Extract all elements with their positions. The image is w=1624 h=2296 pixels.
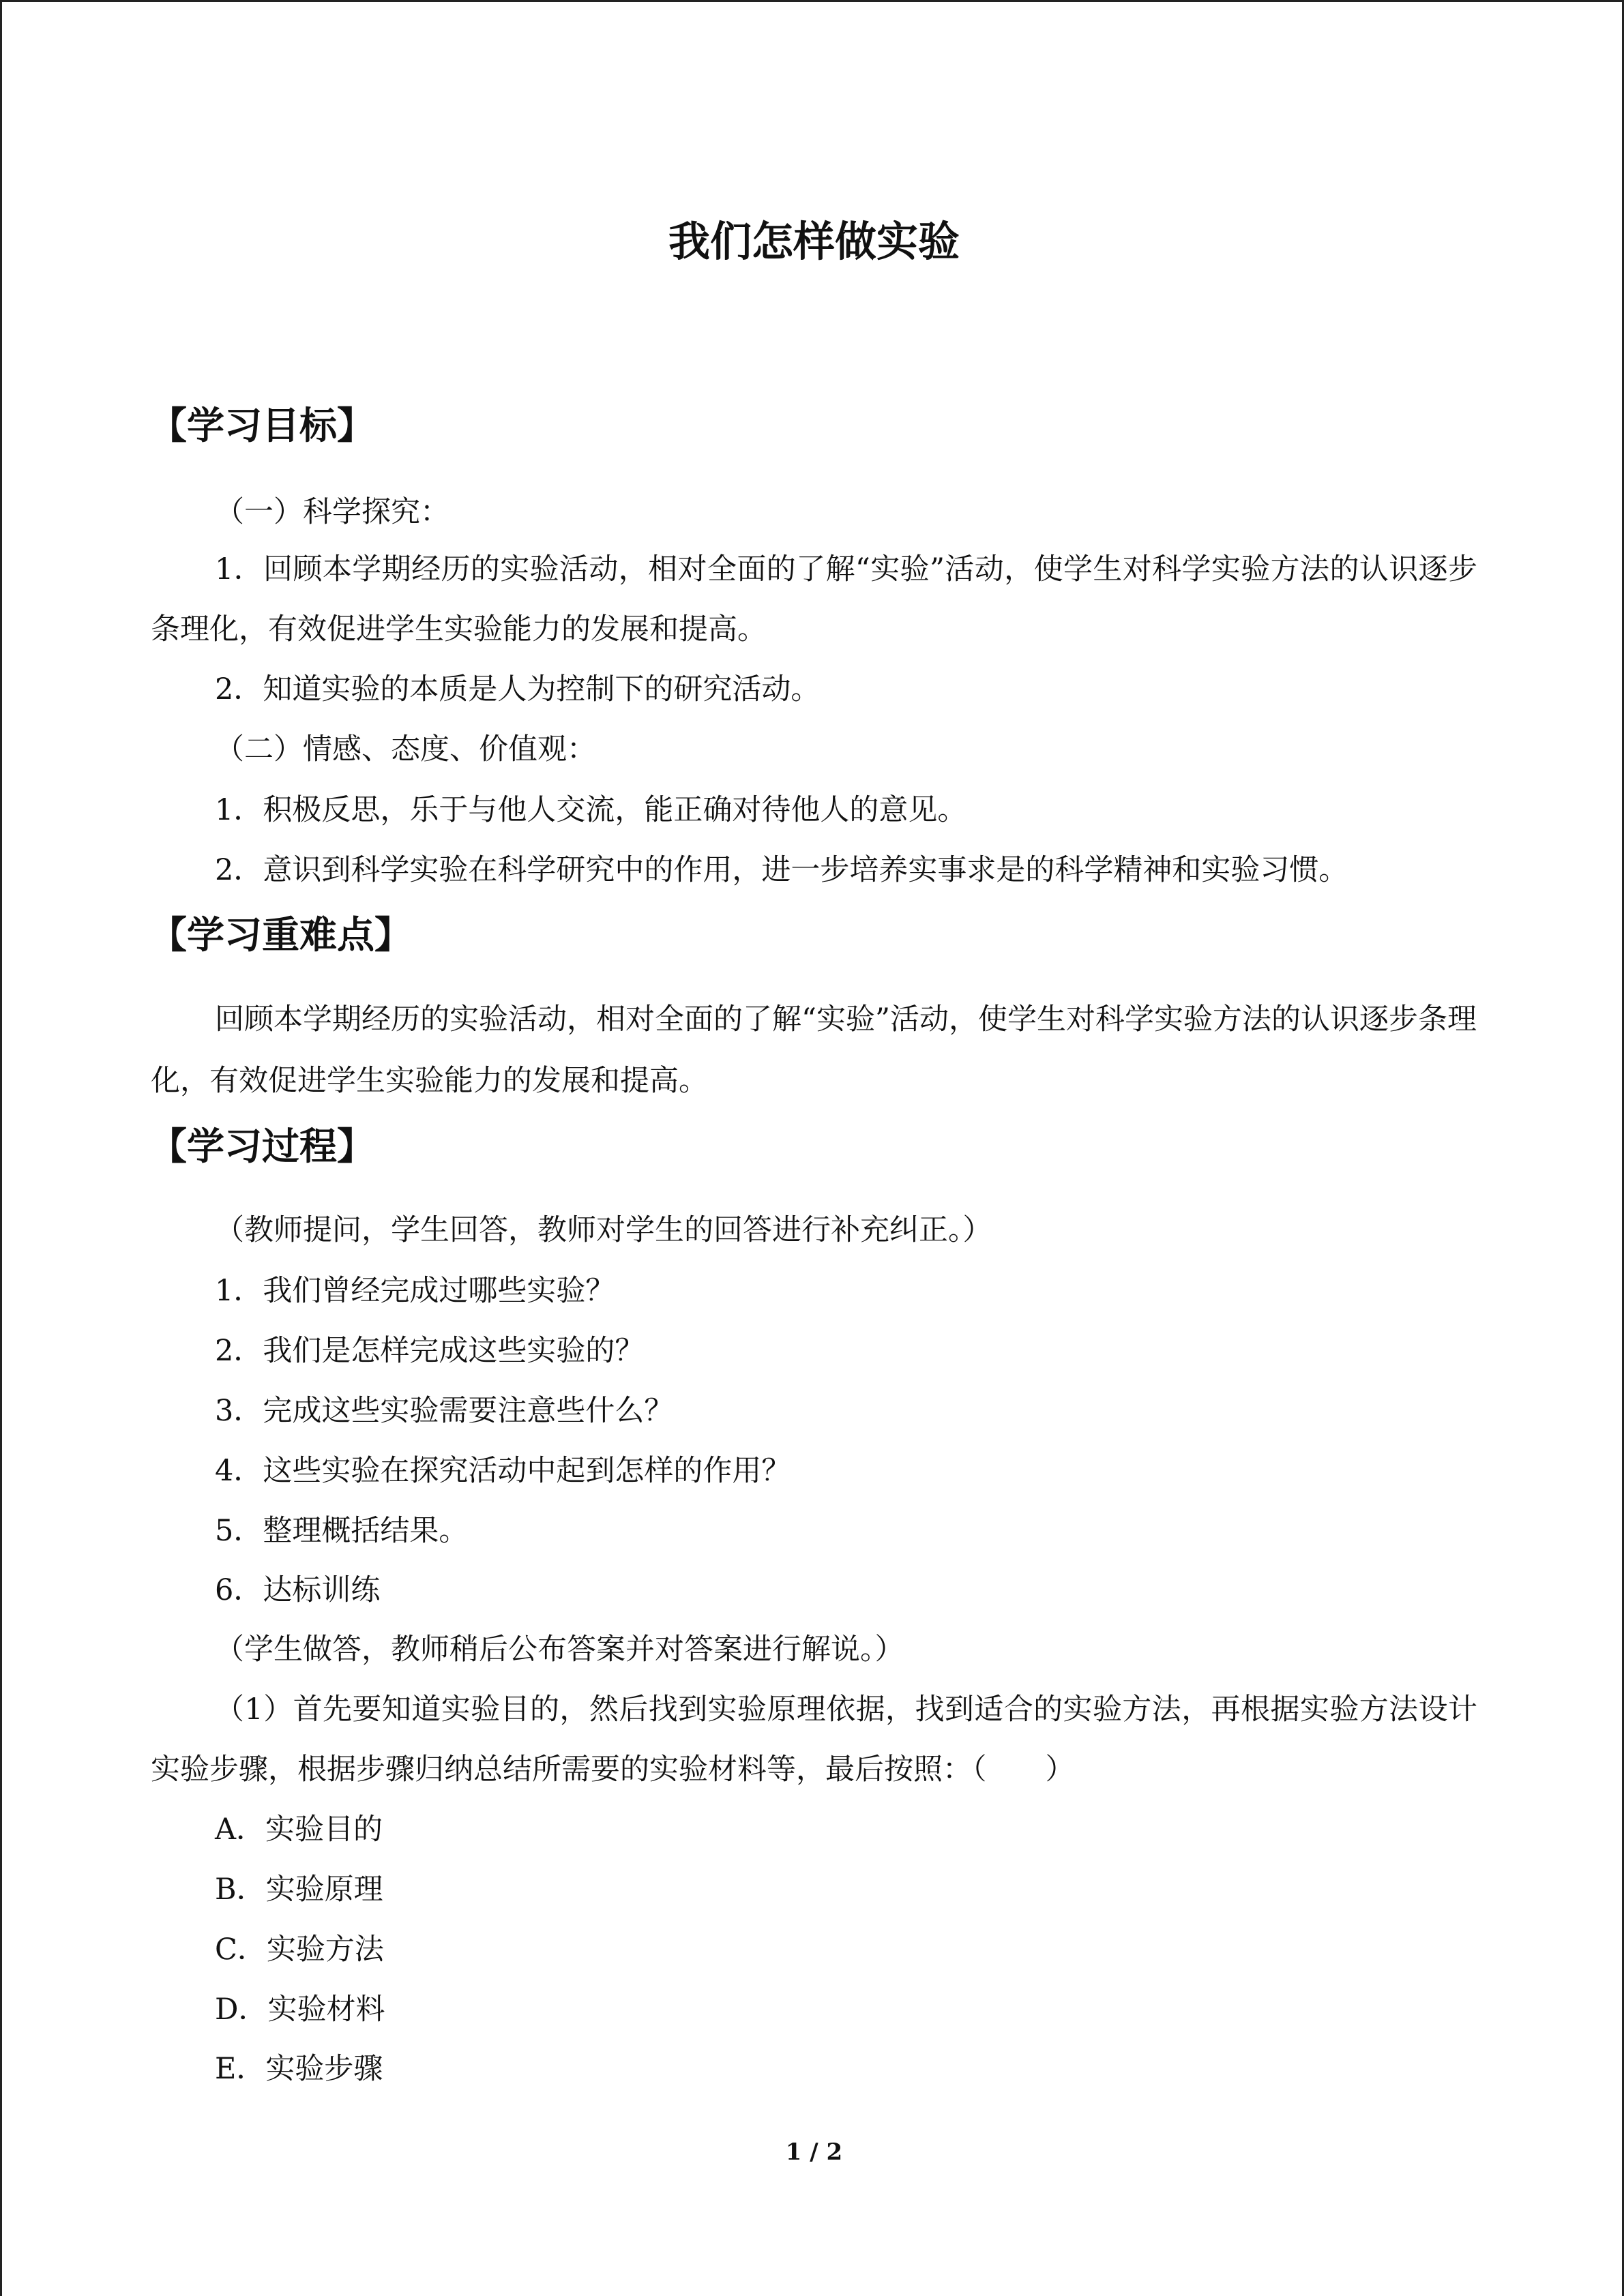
question-4: 4．这些实验在探究活动中起到怎样的作用？ [215,1454,791,1488]
question-5: 5．整理概括结果。 [215,1514,469,1548]
science-item-1: 1．回顾本学期经历的实验活动，相对全面的了解“实验”活动，使学生对科学实验方法的认识逐步条理化，有效促进学生实验能力的发展和提高。 [151,552,1477,646]
science-label: （一）科学探究： [215,495,449,529]
page-number: 1 / 2 [785,2138,843,2166]
option-c: C．实验方法 [215,1933,384,1967]
process-note: （教师提问，学生回答，教师对学生的回答进行补充纠正。） [215,1213,992,1247]
exercise-1: （1）首先要知道实验目的，然后找到实验原理依据，找到适合的实验方法，再根据实验方法设计实验步骤，根据步骤归纳总结所需要的实验材料等，最后按照：（ ） [151,1693,1477,1787]
section-heading-objectives: 【学习目标】 [149,404,375,447]
section-heading-key-points: 【学习重难点】 [149,913,413,957]
option-b: B．实验原理 [215,1873,383,1907]
document-title: 我们怎样做实验 [668,218,960,266]
exercise-note: （学生做答，教师稍后公布答案并对答案进行解说。） [215,1632,904,1667]
emotion-item-1: 1．积极反思，乐于与他人交流，能正确对待他人的意见。 [215,793,967,827]
question-2: 2．我们是怎样完成这些实验的？ [215,1334,645,1368]
science-item-2: 2．知道实验的本质是人为控制下的研究活动。 [215,672,821,706]
emotion-item-2: 2．意识到科学实验在科学研究中的作用，进一步培养实事求是的科学精神和实验习惯。 [215,853,1348,887]
section-heading-process: 【学习过程】 [149,1124,375,1168]
question-1: 1．我们曾经完成过哪些实验？ [215,1274,615,1308]
key-points-text: 回顾本学期经历的实验活动，相对全面的了解“实验”活动，使学生对科学实验方法的认识逐步条理化，有效促进学生实验能力的发展和提高。 [151,1002,1477,1098]
question-3: 3．完成这些实验需要注意些什么？ [215,1394,674,1428]
question-6: 6．达标训练 [215,1573,381,1607]
option-d: D．实验材料 [215,1993,385,2027]
option-e: E．实验步骤 [215,2052,383,2086]
option-a: A．实验目的 [215,1813,383,1847]
emotion-label: （二）情感、态度、价值观： [215,732,596,766]
